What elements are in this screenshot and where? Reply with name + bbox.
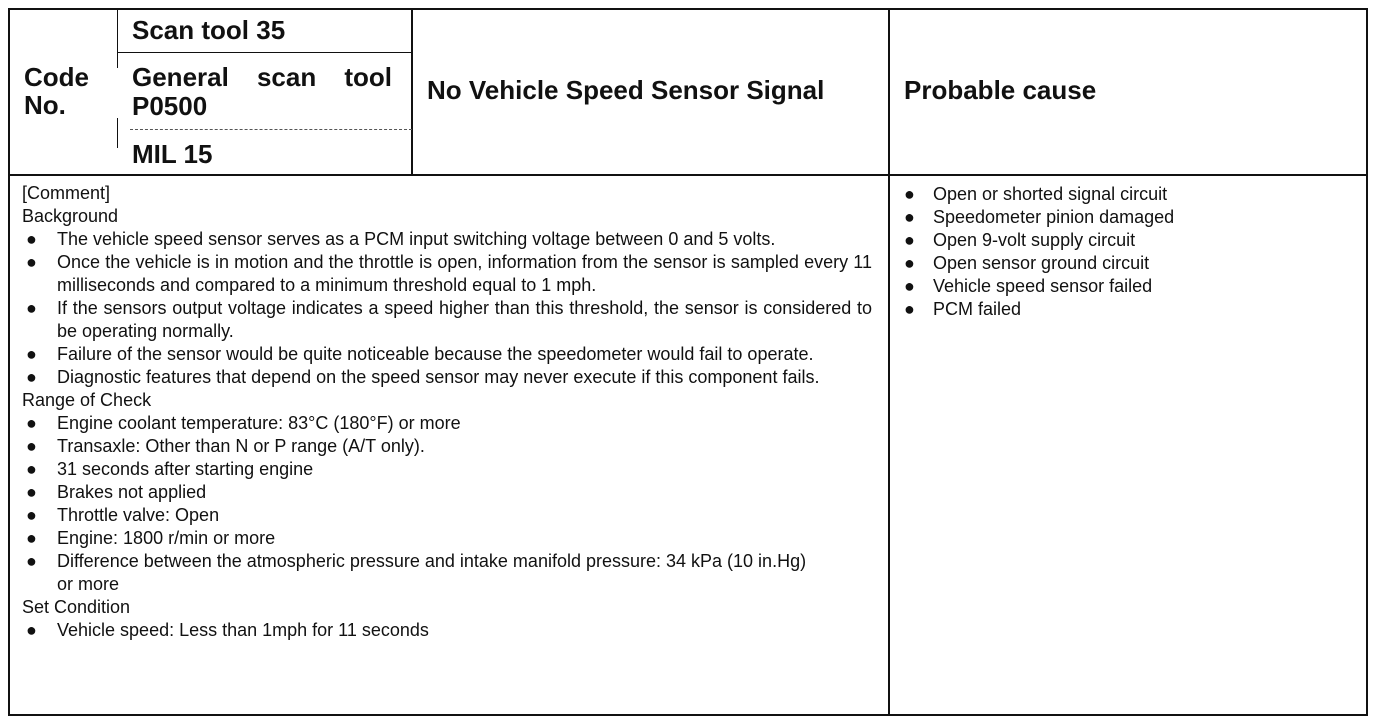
bullet-icon: ● xyxy=(26,367,37,387)
list-item: ● Diagnostic features that depend on the speed sensor may never execute if this component fails. xyxy=(26,367,820,387)
list-item: ● Open 9-volt supply circuit xyxy=(904,230,1136,250)
list-item: ● 31 seconds after starting engine xyxy=(26,459,314,479)
code-label-line1: Code xyxy=(24,62,89,92)
scan-tool-code: Scan tool 35 xyxy=(132,15,286,45)
bullet-icon: ● xyxy=(26,551,37,571)
mil-code: MIL 15 xyxy=(132,139,213,169)
cause-column-divider xyxy=(888,8,890,716)
bullet-icon: ● xyxy=(904,253,915,273)
range-heading: Range of Check xyxy=(22,390,152,410)
bullet-icon: ● xyxy=(904,299,915,319)
bullet-icon: ● xyxy=(904,184,915,204)
bullet-icon: ● xyxy=(26,482,37,502)
bullet-icon: ● xyxy=(26,229,37,249)
list-item: ● Transaxle: Other than N or P range (A/T only). xyxy=(26,436,425,456)
page-title: No Vehicle Speed Sensor Signal xyxy=(427,75,825,105)
cause-list xyxy=(900,183,1350,321)
list-item: ● Open or shorted signal circuit xyxy=(904,184,1168,204)
header-divider xyxy=(8,174,1368,176)
bullet-icon: ● xyxy=(26,436,37,456)
list-item: ● Vehicle speed sensor failed xyxy=(904,276,1153,296)
comment-body xyxy=(22,182,872,642)
bullet-icon: ● xyxy=(26,252,37,272)
list-item: ● Vehicle speed: Less than 1mph for 11 seconds xyxy=(26,620,429,640)
bullet-icon: ● xyxy=(904,276,915,296)
bullet-icon: ● xyxy=(904,207,915,227)
range-list xyxy=(22,412,872,596)
background-list xyxy=(22,228,872,389)
list-item: ● Failure of the sensor would be quite noticeable because the speedometer would fail to operate. xyxy=(26,344,814,364)
background-heading: Background xyxy=(22,206,119,226)
probable-cause-heading: Probable cause xyxy=(904,75,1097,105)
list-item: ● PCM failed xyxy=(904,299,1022,319)
bullet-icon: ● xyxy=(26,459,37,479)
list-item: ● Throttle valve: Open xyxy=(26,505,220,525)
list-item: ● Brakes not applied xyxy=(26,482,207,502)
code-label xyxy=(24,63,89,119)
probable-cause-list xyxy=(900,183,1350,321)
code-label-line2: No. xyxy=(24,90,66,120)
list-item: ● The vehicle speed sensor serves as a PCM input switching voltage between 0 and 5 volts. xyxy=(26,229,776,249)
set-condition-list xyxy=(22,619,872,642)
mil-divider xyxy=(130,129,412,130)
list-item: ● Difference between the atmospheric pressure and intake manifold pressure: 34 kPa (10 in.Hg) or more xyxy=(26,551,807,594)
list-item: ● Open sensor ground circuit xyxy=(904,253,1150,273)
comment-label: [Comment] xyxy=(22,183,111,203)
list-item: ● If the sensors output voltage indicates a speed higher than this threshold, the sensor is considered to be operating normally. xyxy=(26,298,872,341)
bullet-icon: ● xyxy=(904,230,915,250)
set-condition-heading: Set Condition xyxy=(22,597,131,617)
bullet-icon: ● xyxy=(26,528,37,548)
list-item: ● Engine: 1800 r/min or more xyxy=(26,528,276,548)
general-scan-tool-code: P0500 xyxy=(132,91,208,121)
list-item: ● Once the vehicle is in motion and the throttle is open, information from the sensor is sampled every 11 milliseconds and compared to a minimum threshold equal to 1 mph. xyxy=(26,252,872,295)
list-item: ● Engine coolant temperature: 83°C (180°F) or more xyxy=(26,413,461,433)
general-scan-tool-label: General scan tool xyxy=(132,62,392,92)
code-column-divider xyxy=(117,8,118,68)
list-item: ● Speedometer pinion damaged xyxy=(904,207,1175,227)
bullet-icon: ● xyxy=(26,344,37,364)
title-column-divider xyxy=(411,8,413,175)
bullet-icon: ● xyxy=(26,505,37,525)
code-column-divider-lower xyxy=(117,118,118,148)
bullet-icon: ● xyxy=(26,620,37,640)
general-scan-tool xyxy=(132,63,392,121)
scan-tool-divider xyxy=(118,52,412,53)
bullet-icon: ● xyxy=(26,413,37,433)
bullet-icon: ● xyxy=(26,298,37,318)
